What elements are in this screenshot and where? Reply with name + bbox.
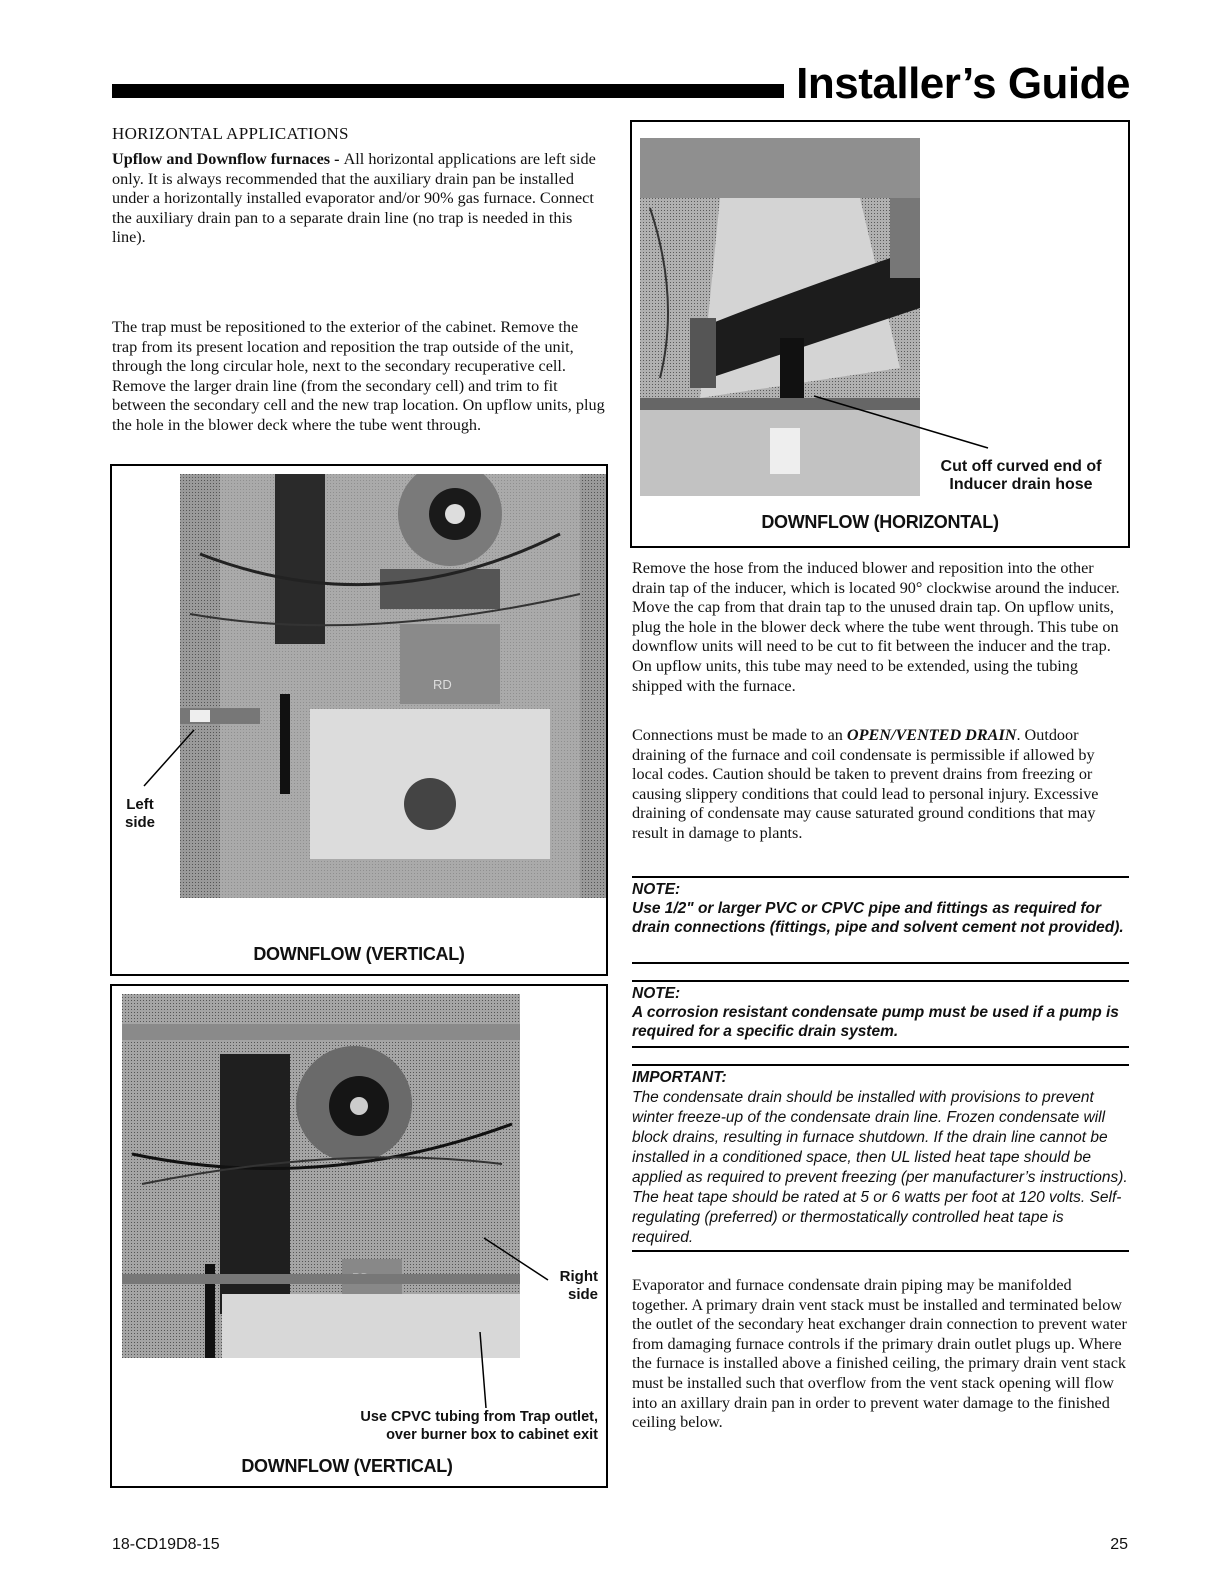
figure-downflow-vertical-left <box>110 464 608 976</box>
callout-cpvc-tubing <box>262 1408 598 1444</box>
page-number: 25 <box>1110 1536 1128 1553</box>
paragraph-lead: Connections must be made to an <box>632 726 847 744</box>
furnace-photo <box>122 994 520 1358</box>
note-rule-bottom <box>632 1046 1129 1048</box>
note-rule-top <box>632 980 1129 982</box>
emphasis: OPEN/VENTED DRAIN <box>846 726 1017 744</box>
section-heading: HORIZONTAL APPLICATIONS <box>112 124 349 143</box>
paragraph-body: . Outdoor draining of the furnace and coil condensate is permissible if allowed by local codes. Caution should be taken to prevent drains from freezing or causing slippery conditions that could lead to personal injury. Excessive draining of condensate may cause saturated ground conditions that may result in damage to plants. <box>632 726 1099 842</box>
callout-right-side <box>548 1268 598 1304</box>
callout-line-1: Use CPVC tubing from Trap outlet, <box>360 1409 598 1425</box>
figure-caption: DOWNFLOW (VERTICAL) <box>253 944 465 964</box>
photo-tag: RD <box>433 677 452 692</box>
paragraph-upflow-downflow <box>112 150 607 248</box>
callout-left-side <box>120 796 160 832</box>
callout-cut-hose <box>928 458 1114 494</box>
note-pvc <box>632 880 1129 937</box>
note-body: Use 1/2" or larger PVC or CPVC pipe and fittings as required for drain connections (fittings, pipe and solvent cement not provided). <box>632 900 1124 936</box>
note-title: NOTE: <box>632 881 681 898</box>
header-rule <box>112 84 784 98</box>
callout-line-2: over burner box to cabinet exit <box>386 1427 598 1443</box>
leader-lines <box>472 1222 592 1412</box>
callout-line-1: Cut off curved end of <box>940 458 1102 475</box>
callout-line-2: Inducer drain hose <box>949 476 1093 493</box>
note-rule-bottom <box>632 962 1129 964</box>
callout-side: side <box>124 814 155 831</box>
important-rule-bottom <box>632 1250 1129 1252</box>
important-title: IMPORTANT: <box>632 1069 727 1086</box>
important-box <box>632 1068 1129 1248</box>
important-body: The condensate drain should be installed with provisions to prevent winter freeze-up of the condensate drain line. Frozen condensate will block drains, resulting in furnace shutdown. If the drain line cannot be installed in a conditioned space, then UL listed heat tape should be applied as required to prevent freezing (per manufacturer’s instructions). The heat tape should be rated at 5 or 6 watts per foot at 120 volts. Self-regulating (preferred) or thermostatically controlled heat tape is required. <box>632 1089 1128 1246</box>
figure-caption: DOWNFLOW (VERTICAL) <box>241 1456 453 1476</box>
furnace-photo <box>180 474 606 898</box>
figure-caption: DOWNFLOW (HORIZONTAL) <box>761 512 999 532</box>
leader-line <box>140 728 196 788</box>
document-number: 18-CD19D8-15 <box>112 1536 220 1553</box>
note-body: A corrosion resistant condensate pump must be used if a pump is required for a specific drain system. <box>632 1004 1119 1040</box>
note-pump <box>632 984 1129 1041</box>
callout-right: Right <box>559 1268 598 1285</box>
paragraph-body: All horizontal applications are left side only. It is always recommended that the auxiliary drain pan be installed under a horizontally installed evaporator and/or 90% gas furnace. Connect the auxiliary drain pan to a separate drain line (no trap is needed in this line). <box>112 150 596 247</box>
important-rule-top <box>632 1064 1129 1066</box>
figure-downflow-horizontal <box>630 120 1130 548</box>
paragraph-manifold: Evaporator and furnace condensate drain piping may be manifolded together. A primary drain vent stack must be installed and terminated below the outlet of the secondary heat exchanger drain connection to prevent water from damaging furnace controls if the primary drain outlet plugs up. Where the furnace is installed above a finished ceiling, the primary drain vent stack must be installed such that overflow from the vent stack opening will flow into an axillary drain pan in order to prevent water damage to the finished ceiling below. <box>632 1276 1127 1432</box>
callout-side: side <box>567 1286 598 1303</box>
paragraph-trap: The trap must be repositioned to the exterior of the cabinet. Remove the trap from its present location and reposition the trap outside of the unit, through the long circular hole, next to the secondary recuperative cell. Remove the larger drain line (from the secondary cell) and trim to fit between the secondary cell and the new trap location. On upflow units, plug the hole in the blower deck where the tube went through. <box>112 318 605 434</box>
paragraph-lead: Upflow and Downflow furnaces - <box>112 150 344 168</box>
callout-left: Left <box>126 796 154 813</box>
paragraph-connections <box>632 726 1129 844</box>
note-rule-top <box>632 876 1129 878</box>
paragraph-hose: Remove the hose from the induced blower and reposition into the other drain tap of the inducer, which is located 90° clockwise around the inducer. Move the cap from that drain tap to the unused drain tap. On upflow units, plug the hole in the blower deck where the tube went through. This tube on downflow units will need to be cut to fit between the inducer and the trap. On upflow units, this tube may need to be extended, using the tubing shipped with the furnace. <box>632 559 1120 695</box>
note-title: NOTE: <box>632 985 681 1002</box>
leader-line <box>812 392 992 452</box>
figure-downflow-vertical-right <box>110 984 608 1488</box>
page-title: Installer’s Guide <box>796 59 1130 108</box>
